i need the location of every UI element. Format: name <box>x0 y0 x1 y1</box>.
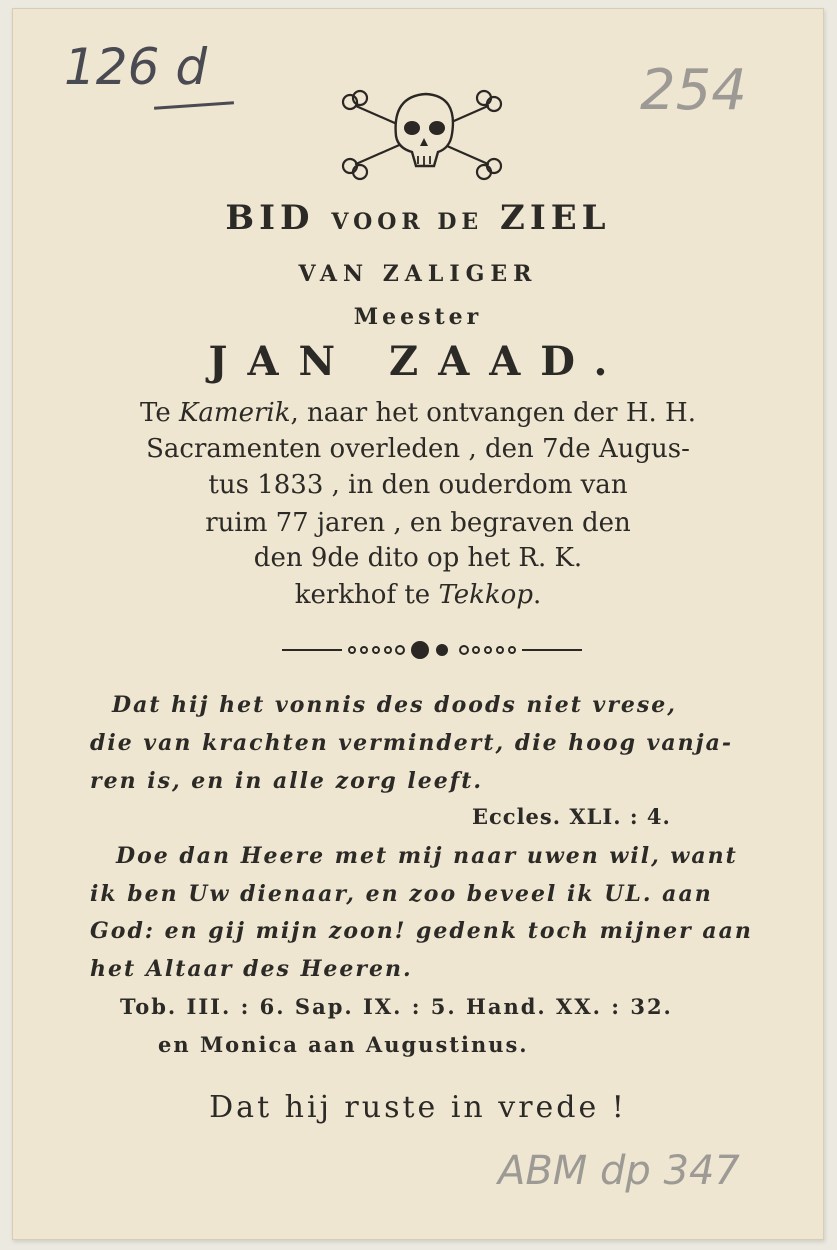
body-line-2: Sacramenten overleden , den 7de Augus- <box>146 434 690 464</box>
body-line-5: den 9de dito op het R. K. <box>253 543 583 573</box>
skull-and-crossbones-icon <box>334 86 510 182</box>
quote-1-reference: Eccles. XLI. : 4. <box>472 804 671 829</box>
quote-1-line-2: die van krachten vermindert, die hoog vanja- <box>90 730 733 756</box>
quote-2-references-2: en Monica aan Augustinus. <box>158 1032 529 1057</box>
closing-prayer: Dat hij ruste in vrede ! <box>209 1090 627 1125</box>
quote-1-line-1: Dat hij het vonnis des doods niet vrese, <box>112 692 677 718</box>
body-line-6: kerkhof te Tekkop. <box>294 580 542 610</box>
quote-1-line-3: ren is, en in alle zorg leeft. <box>90 768 484 794</box>
divider-ornament <box>282 636 582 664</box>
quote-2-line-3: God: en gij mijn zoon! gedenk toch mijner aan <box>90 918 753 944</box>
archive-mark: ABM dp 347 <box>498 1148 740 1194</box>
memorial-card <box>12 8 824 1240</box>
quote-2-line-1: Doe dan Heere met mij naar uwen wil, want <box>116 843 738 869</box>
card-heading <box>12 198 824 238</box>
deceased-name: JAN ZAAD. <box>208 338 628 385</box>
heading-bid: BID <box>225 198 315 238</box>
heading-ziel: ZIEL <box>500 198 611 238</box>
body-line-1: Te Kamerik, naar het ontvangen der H. H. <box>140 398 696 428</box>
deceased-title: Meester <box>353 304 483 330</box>
heading-voor-de: VOOR DE <box>331 209 484 235</box>
catalog-number-underline <box>154 101 234 110</box>
page-number: 254 <box>640 58 747 123</box>
card-subheading: VAN ZALIGER <box>298 261 538 287</box>
quote-2-line-4: het Altaar des Heeren. <box>90 956 413 982</box>
quote-2-line-2: ik ben Uw dienaar, en zoo beveel ik UL. aan <box>90 881 713 907</box>
body-line-4: ruim 77 jaren , en begraven den <box>205 508 631 538</box>
catalog-number: 126 d <box>64 38 208 96</box>
quote-2-references: Tob. III. : 6. Sap. IX. : 5. Hand. XX. : 32. <box>120 994 673 1019</box>
body-line-3: tus 1833 , in den ouderdom van <box>208 470 628 500</box>
